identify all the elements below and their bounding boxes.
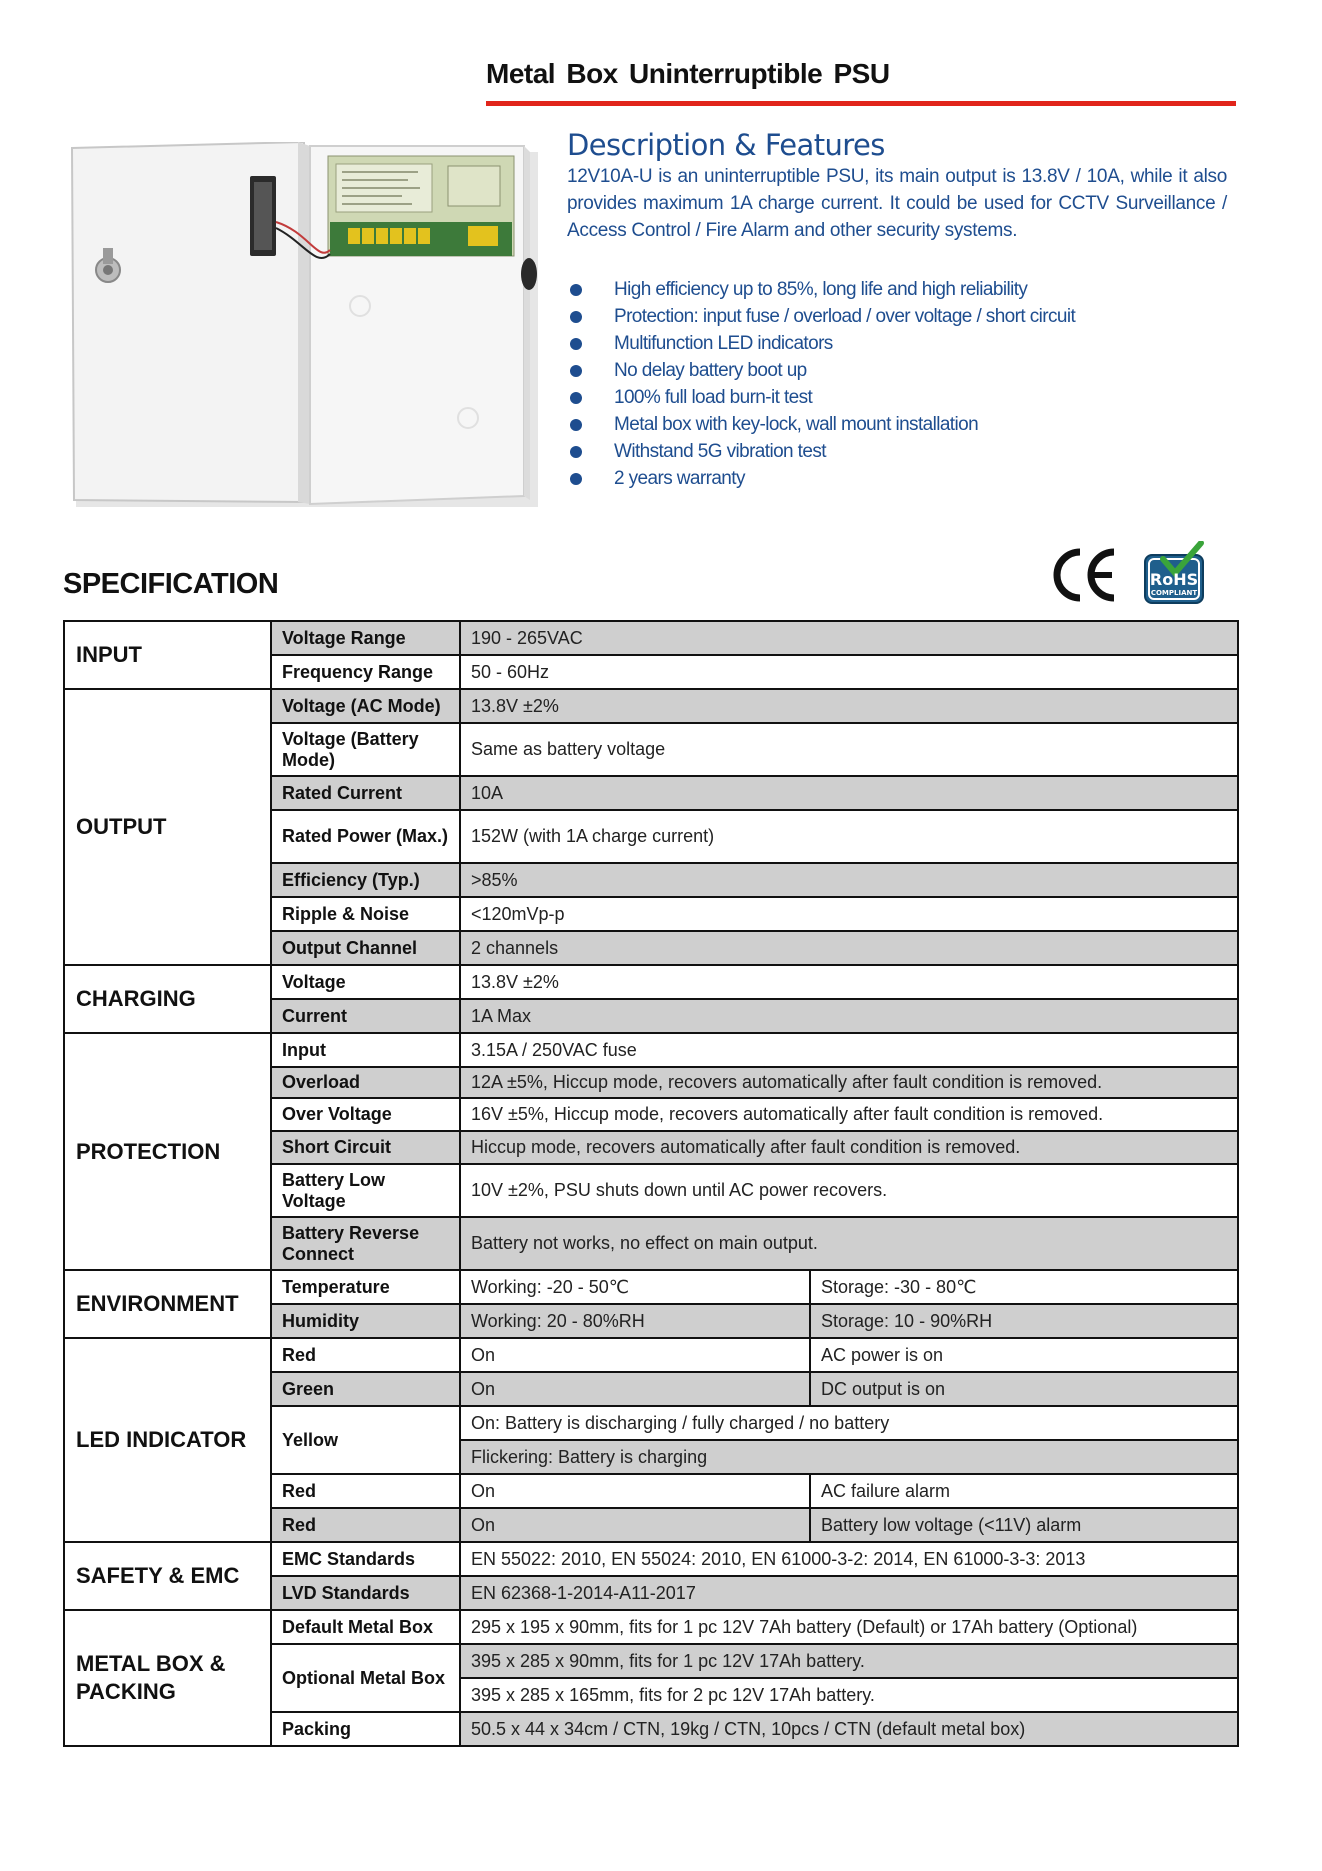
product-image xyxy=(68,142,538,507)
list-item: Multifunction LED indicators xyxy=(567,330,1075,357)
spec-value: DC output is on xyxy=(810,1372,1238,1406)
category-led: LED INDICATOR xyxy=(64,1338,271,1542)
category-output: OUTPUT xyxy=(64,689,271,965)
spec-key: Voltage (Battery Mode) xyxy=(271,723,460,776)
spec-value: On xyxy=(460,1372,810,1406)
list-item: No delay battery boot up xyxy=(567,357,1075,384)
table-row xyxy=(64,1542,1238,1576)
category-charging: CHARGING xyxy=(64,965,271,1033)
spec-key: Ripple & Noise xyxy=(271,897,460,931)
spec-value: 152W (with 1A charge current) xyxy=(460,810,1238,863)
category-protection: PROTECTION xyxy=(64,1033,271,1270)
spec-key: Default Metal Box xyxy=(271,1610,460,1644)
title-rule xyxy=(486,101,1236,106)
spec-value: AC failure alarm xyxy=(810,1474,1238,1508)
spec-table xyxy=(63,620,1239,1747)
spec-key: Yellow xyxy=(271,1406,460,1474)
list-item: 100% full load burn-it test xyxy=(567,384,1075,411)
spec-value: Storage: -30 - 80℃ xyxy=(810,1270,1238,1304)
ce-mark-icon xyxy=(1050,546,1120,604)
spec-value: Same as battery voltage xyxy=(460,723,1238,776)
spec-value: Hiccup mode, recovers automatically after fault condition is removed. xyxy=(460,1131,1238,1164)
spec-key: Rated Current xyxy=(271,776,460,810)
spec-key: Voltage xyxy=(271,965,460,999)
spec-value: 12A ±5%, Hiccup mode, recovers automatically after fault condition is removed. xyxy=(460,1067,1238,1098)
list-item: Metal box with key-lock, wall mount installation xyxy=(567,411,1075,438)
spec-value: Working: -20 - 50℃ xyxy=(460,1270,810,1304)
category-environment: ENVIRONMENT xyxy=(64,1270,271,1338)
spec-value: EN 62368-1-2014-A11-2017 xyxy=(460,1576,1238,1610)
spec-value: AC power is on xyxy=(810,1338,1238,1372)
spec-value: EN 55022: 2010, EN 55024: 2010, EN 61000-3-2: 2014, EN 61000-3-3: 2013 xyxy=(460,1542,1238,1576)
spec-value: Battery low voltage (<11V) alarm xyxy=(810,1508,1238,1542)
spec-key: Current xyxy=(271,999,460,1033)
spec-value: 1A Max xyxy=(460,999,1238,1033)
spec-key: Rated Power (Max.) xyxy=(271,810,460,863)
spec-key: Battery Reverse Connect xyxy=(271,1217,460,1270)
description-section xyxy=(567,128,1227,244)
spec-value: 10V ±2%, PSU shuts down until AC power recovers. xyxy=(460,1164,1238,1217)
spec-value: Storage: 10 - 90%RH xyxy=(810,1304,1238,1338)
category-safety: SAFETY & EMC xyxy=(64,1542,271,1610)
list-item: High efficiency up to 85%, long life and high reliability xyxy=(567,276,1075,303)
table-row xyxy=(64,1610,1238,1644)
spec-value: 395 x 285 x 165mm, fits for 2 pc 12V 17Ah battery. xyxy=(460,1678,1238,1712)
table-row xyxy=(64,621,1238,655)
spec-value: On xyxy=(460,1338,810,1372)
feature-list xyxy=(567,276,1075,492)
spec-key: Output Channel xyxy=(271,931,460,965)
spec-value: 395 x 285 x 90mm, fits for 1 pc 12V 17Ah battery. xyxy=(460,1644,1238,1678)
spec-value: 190 - 265VAC xyxy=(460,621,1238,655)
spec-value: On: Battery is discharging / fully charged / no battery xyxy=(460,1406,1238,1440)
spec-value: Battery not works, no effect on main output. xyxy=(460,1217,1238,1270)
spec-value: <120mVp-p xyxy=(460,897,1238,931)
list-item: Protection: input fuse / overload / over voltage / short circuit xyxy=(567,303,1075,330)
spec-key: Red xyxy=(271,1508,460,1542)
spec-value: On xyxy=(460,1508,810,1542)
table-row xyxy=(64,1033,1238,1067)
spec-value: 295 x 195 x 90mm, fits for 1 pc 12V 7Ah battery (Default) or 17Ah battery (Optional) xyxy=(460,1610,1238,1644)
table-row xyxy=(64,965,1238,999)
spec-value: 3.15A / 250VAC fuse xyxy=(460,1033,1238,1067)
spec-key: Humidity xyxy=(271,1304,460,1338)
spec-key: Optional Metal Box xyxy=(271,1644,460,1712)
spec-key: Efficiency (Typ.) xyxy=(271,863,460,897)
spec-key: Packing xyxy=(271,1712,460,1746)
spec-value: >85% xyxy=(460,863,1238,897)
rohs-label: RoHS xyxy=(1149,570,1199,589)
spec-key: Overload xyxy=(271,1067,460,1098)
spec-key: Over Voltage xyxy=(271,1098,460,1131)
spec-value: On xyxy=(460,1474,810,1508)
spec-key: Battery Low Voltage xyxy=(271,1164,460,1217)
spec-key: LVD Standards xyxy=(271,1576,460,1610)
specification-heading: SPECIFICATION xyxy=(63,568,279,600)
table-row xyxy=(64,1338,1238,1372)
spec-key: EMC Standards xyxy=(271,1542,460,1576)
spec-key: Voltage Range xyxy=(271,621,460,655)
description-heading: Description & Features xyxy=(567,128,885,162)
spec-value: 2 channels xyxy=(460,931,1238,965)
spec-value: Flickering: Battery is charging xyxy=(460,1440,1238,1474)
spec-value: Working: 20 - 80%RH xyxy=(460,1304,810,1338)
spec-key: Red xyxy=(271,1338,460,1372)
spec-key: Frequency Range xyxy=(271,655,460,689)
spec-key: Temperature xyxy=(271,1270,460,1304)
list-item: 2 years warranty xyxy=(567,465,1075,492)
list-item: Withstand 5G vibration test xyxy=(567,438,1075,465)
spec-value: 50.5 x 44 x 34cm / CTN, 19kg / CTN, 10pcs / CTN (default metal box) xyxy=(460,1712,1238,1746)
rohs-sub-label: COMPLIANT xyxy=(1150,589,1198,597)
description-text: 12V10A-U is an uninterruptible PSU, its main output is 13.8V / 10A, while it also provides maximum 1A charge current. It could be used for CCTV Surveillance / Access Control / Fire Alarm and other security systems. xyxy=(567,166,1227,241)
spec-value: 16V ±5%, Hiccup mode, recovers automatically after fault condition is removed. xyxy=(460,1098,1238,1131)
category-input: INPUT xyxy=(64,621,271,689)
spec-value: 50 - 60Hz xyxy=(460,655,1238,689)
table-row xyxy=(64,1270,1238,1304)
spec-value: 13.8V ±2% xyxy=(460,689,1238,723)
spec-key: Voltage (AC Mode) xyxy=(271,689,460,723)
category-metal-box: METAL BOX & PACKING xyxy=(64,1610,271,1746)
spec-key: Input xyxy=(271,1033,460,1067)
spec-key: Short Circuit xyxy=(271,1131,460,1164)
spec-key: Red xyxy=(271,1474,460,1508)
spec-value: 10A xyxy=(460,776,1238,810)
table-row xyxy=(64,689,1238,723)
rohs-compliant-icon xyxy=(1141,541,1207,607)
spec-key: Green xyxy=(271,1372,460,1406)
spec-value: 13.8V ±2% xyxy=(460,965,1238,999)
page-title: Metal Box Uninterruptible PSU xyxy=(486,58,890,89)
